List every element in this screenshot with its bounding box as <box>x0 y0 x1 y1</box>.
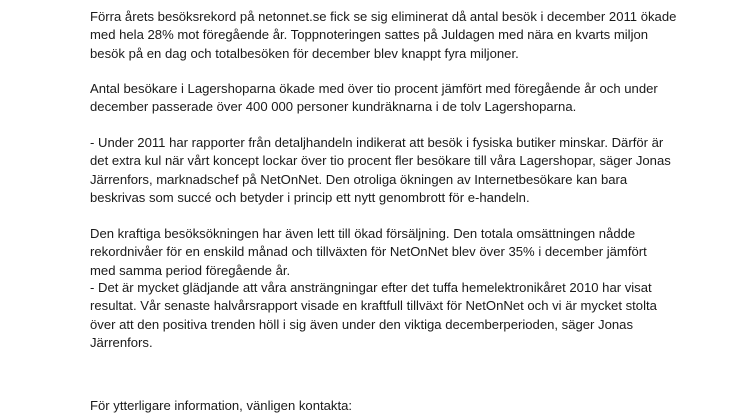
text-line: - Det är mycket glädjande att våra ansträngningar efter det tuffa hemelektronikåret 2010 har visat <box>90 280 652 295</box>
text-line: Järrenfors. <box>90 334 153 350</box>
paragraph-sales-growth <box>90 225 690 280</box>
text-line: det extra kul när vårt koncept lockar över tio procent fler besökare till våra Lagershopar, säger Jonas <box>90 153 671 169</box>
text-line: - Under 2011 har rapporter från detaljhandeln indikerat att besök i fysiska butiker minskar. Därför är <box>90 135 664 150</box>
text-line: Antal besökare i Lagershoparna ökade med över tio procent jämfört med föregående år och under <box>90 81 658 96</box>
paragraph-lagershop-visitors <box>90 80 690 117</box>
text-line: beskrivas som succé och betyder i princip ett nytt genombrott för e-handeln. <box>90 189 530 205</box>
paragraph-contact-info <box>90 397 690 415</box>
text-line: med samma period föregående år. <box>90 262 291 278</box>
text-line: Järrenfors, marknadschef på NetOnNet. Den otroliga ökningen av Internetbesökare kan bara <box>90 171 628 187</box>
paragraph-quote-results <box>90 279 690 352</box>
text-line: Den kraftiga besöksökningen har även lett till ökad försäljning. Den totala omsättningen nådde <box>90 226 636 241</box>
text-line: med hela 28% mot föregående år. Toppnoteringen sattes på Juldagen med nära en kvarts miljon <box>90 27 649 43</box>
text-line: december passerade över 400 000 personer kundräknarna i de tolv Lagershoparna. <box>90 99 577 115</box>
text-line: resultat. Vår senaste halvårsrapport visade en kraftfull tillväxt för NetOnNet och vi är mycket stolta <box>90 298 657 314</box>
text-line: Förra årets besöksrekord på netonnet.se fick se sig eliminerat då antal besök i december 2011 ökade <box>90 9 677 24</box>
text-line: rekordnivåer för en enskild månad och tillväxten för NetOnNet blev över 35% i december jämfört <box>90 244 647 260</box>
text-line: över att den positiva trenden höll i sig även under den viktiga decemberperioden, säger Jonas <box>90 316 634 332</box>
paragraph-quote-marketing-chief <box>90 134 690 207</box>
text-line: besök på en dag och totalbesöken för december blev knappt fyra miljoner. <box>90 45 519 61</box>
text-line: För ytterligare information, vänligen kontakta: <box>90 398 353 413</box>
paragraph-record-visits <box>90 8 690 63</box>
